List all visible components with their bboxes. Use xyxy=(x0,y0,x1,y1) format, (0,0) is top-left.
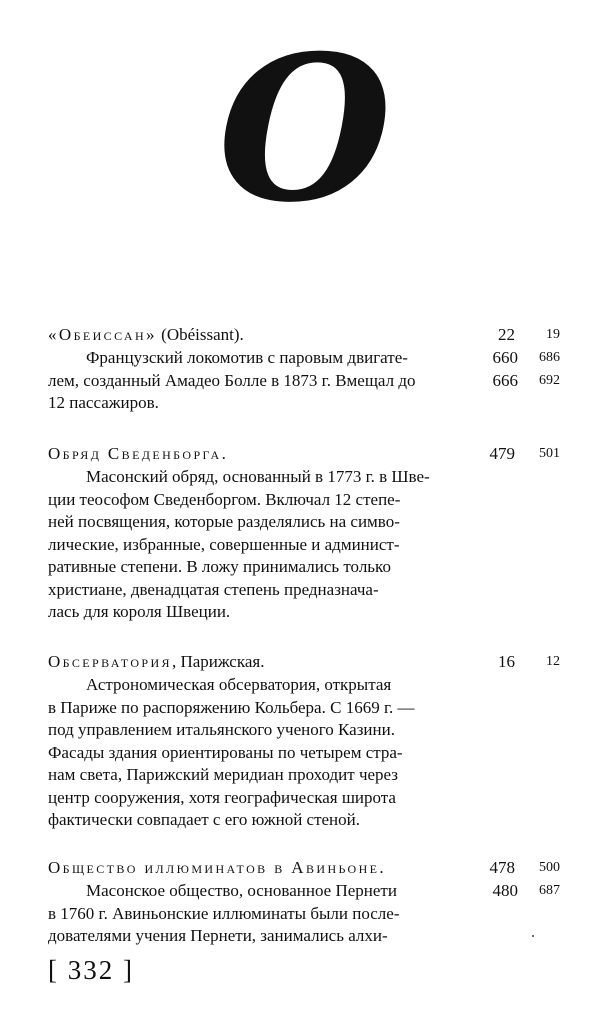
page-ref-primary: 478 xyxy=(489,858,515,877)
body-line: лем, созданный Амадео Болле в 1873 г. Вмещал до 666 692 xyxy=(48,370,560,393)
page-ref-primary: 666 xyxy=(492,370,518,390)
entry-heading xyxy=(48,650,560,674)
page-ref-primary: 22 xyxy=(498,325,515,344)
page-ref-primary: 660 xyxy=(492,348,518,367)
body-line: в Париже по распоряжению Кольбера. С 1669 г. — xyxy=(48,697,415,717)
entry-obeissant xyxy=(48,323,560,415)
entry-heading xyxy=(48,442,560,466)
entry-avignon-illuminati xyxy=(48,856,560,948)
page-ref-secondary: 19 xyxy=(546,327,560,342)
body-line: Фасады здания ориентированы по четырем стра- xyxy=(48,742,403,762)
body-line: ции теософом Сведенборгом. Включал 12 степе- xyxy=(48,489,401,509)
body-line: ративные степени. В ложу принимались только xyxy=(48,557,391,576)
entry-paris-observatory xyxy=(48,650,560,832)
entry-heading xyxy=(48,323,560,347)
page-ref-secondary: 500 xyxy=(539,860,560,875)
body-line: в 1760 г. Авиньонские иллюминаты были после- xyxy=(48,903,400,923)
page-ref-primary: 16 xyxy=(498,652,515,671)
headword: Обряд Сведенборга. xyxy=(48,444,229,463)
print-speck xyxy=(532,935,534,937)
page-ref-secondary: 686 xyxy=(539,350,560,365)
body-line: нам света, Парижский меридиан проходит через xyxy=(48,765,399,784)
page-ref-secondary: 12 xyxy=(546,654,560,669)
page-ref-primary: 480 xyxy=(492,881,518,900)
body-line: лась для короля Швеции. xyxy=(48,602,231,621)
headword: «Обеиссан» xyxy=(48,325,157,344)
body-line: христиане, двенадцатая степень предназнача- xyxy=(48,579,379,599)
body-line: Астрономическая обсерватория, открытая xyxy=(86,675,392,694)
body-line: фактически совпадает с его южной стеной. xyxy=(48,810,361,829)
body-line: ней посвящения, которые разделялись на симво- xyxy=(48,512,400,531)
page-ref-secondary: 687 xyxy=(539,883,560,898)
body-line: дователями учения Пернети, занимались алхи- xyxy=(48,926,388,945)
headword-rest: , Парижская. xyxy=(171,652,265,671)
body-line: под управлением итальянского ученого Казини. xyxy=(48,720,395,739)
headword-rest: (Obéissant). xyxy=(156,325,244,344)
body-line: Масонское общество, основанное Пернети 480 687 xyxy=(48,880,560,903)
page-ref-primary: 479 xyxy=(489,444,515,463)
page-number: [ 332 ] xyxy=(48,955,134,985)
page-ref-secondary: 692 xyxy=(539,372,560,388)
body-line: центр сооружения, хотя географическая широта xyxy=(48,787,396,807)
headword: Обсерватория xyxy=(48,652,172,671)
entry-heading xyxy=(48,856,560,880)
body-line: Масонский обряд, основанный в 1773 г. в Шве- xyxy=(86,467,430,486)
body-line: 12 пассажиров. xyxy=(48,393,159,412)
entry-swedenborg-rite xyxy=(48,442,560,624)
body-line: лические, избранные, совершенные и админист- xyxy=(48,534,400,554)
page-ref-secondary: 501 xyxy=(539,446,560,461)
body-line: Французский локомотив с паровым двигате- 660 686 xyxy=(48,347,560,370)
headword: Общество иллюминатов в Авиньоне. xyxy=(48,858,387,877)
drop-cap-letter: O xyxy=(217,12,393,247)
